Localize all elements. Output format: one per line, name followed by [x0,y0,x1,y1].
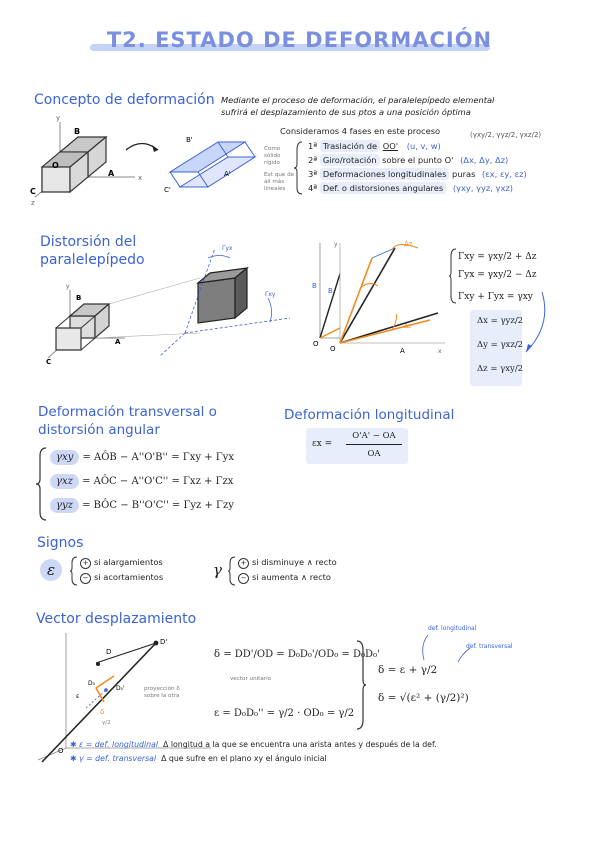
dist-label-o: O [313,340,319,348]
rotation-dx: Δx = γyz/2 [477,316,524,326]
angle-label-x: x [438,348,442,355]
cube1-label-b: B [74,127,81,136]
vec-label-d: D [106,648,112,656]
eq-gamma-sum: Γxy + Γyx = γxy [458,292,533,302]
phases-brace [294,140,304,196]
side-note-linear: Ext que de all más lineales [264,172,295,192]
vec-label-eps: ε [76,693,80,700]
proj-note: proyección δ sobre la otra [144,686,180,699]
def-trans-label: def. transversal [466,643,513,650]
heading-concepto: Concepto de deformación [34,92,215,108]
vec-label-d0p: D₀' [116,685,125,692]
cube-diagram-1 [30,112,280,207]
cube1-label-c: C [30,187,36,196]
cube1-label-a2: A' [224,170,231,178]
heading-longitudinal: Deformación longitudinal [284,407,455,423]
cube1-label-c2: C' [164,186,171,194]
vector-brace [356,640,366,730]
heading-vector: Vector desplazamiento [36,611,197,627]
vec-label-d2: D' [160,638,168,646]
sign-gamma-brace [228,556,236,586]
longitudinal-lhs: εx = [312,439,333,449]
angle-diagram [300,238,450,358]
cube1-label-a: A [108,169,115,178]
eps-eq: ε = D₀D₀'' = γ/2 · OD₀ = γ/2 [214,708,355,719]
vector-unit-note: vector unitario [230,676,272,682]
dist-label-y: y [66,283,70,290]
phase-2: 2ª Giro/rotación sobre el punto O' (Δx, Δy, Δz) [308,155,509,165]
sign-gamma-pos: + si disminuye ∧ recto [238,557,337,569]
longitudinal-den: OA [367,449,381,459]
angle-label-y: y [334,241,338,248]
row-gamma-xz: γxz = AÔC − A''O'C'' = Γxz + Γzx [50,474,233,489]
sign-gamma-neg: − si aumenta ∧ recto [238,572,331,584]
note-gamma: ✱ γ = def. transversal Δ que sufre en el plano xy el ángulo inicial [70,754,327,763]
phase-1: 1ª Traslación de OO' (u, v, w) [308,141,441,151]
angle-label-o: O [330,345,336,353]
distortion-diagram [30,238,340,378]
cube1-label-o: O [52,161,59,170]
dist-label-gyx: Γyx [222,245,233,252]
sign-eps-symbol: ε [40,560,62,579]
sign-gamma-symbol: γ [213,561,222,579]
distortion-brace [449,248,457,304]
heading-distorsion-1: Distorsión del [40,234,137,250]
vec-label-o: O [58,747,64,755]
side-note-rigid: Como sólido rígido [264,146,281,166]
angle-label-dz: Δz [404,240,413,248]
angle-label-dz2: Δz [404,323,412,330]
vec-label-delta: δ [100,708,105,716]
def-long-label: def. longitudinal [428,625,477,632]
transversal-brace [36,446,48,522]
angle-label-a: A [400,347,405,355]
dist-label-a: A [115,338,121,346]
heading-distorsion-2: paralelepípedo [40,252,145,268]
row-gamma-xy: γxy = AÔB − A''O'B'' = Γxy + Γyx [50,450,234,465]
heading-transversal-2: distorsión angular [38,422,160,438]
phase-fractions: (γxy/2, γyz/2, γxz/2) [470,131,542,139]
cube1-label-x: x [138,174,143,182]
dist-label-b2: B [312,282,317,290]
dist-label-gxy: Γxy [265,291,276,298]
heading-transversal-1: Deformación transversal o [38,404,217,420]
rotation-dz: Δz = γxy/2 [477,364,524,374]
cube1-label-b2: B' [186,136,193,144]
rotation-dy: Δy = γxz/2 [477,340,524,350]
sign-eps-neg: − si acortamientos [80,572,163,584]
def-arrows [410,630,490,664]
row-gamma-yz: γyz = BÔC − B''O'C'' = Γyz + Γzy [50,498,234,513]
vec-label-d0: D₀ [88,680,96,687]
angle-label-b: B [328,287,333,295]
vec-label-g2: γ/2 [102,720,111,726]
sign-eps-brace [70,556,78,586]
phase-3: 3ª Deformaciones longitudinales puras (εx, εy, εz) [308,169,527,179]
cube1-label-z: z [31,199,35,207]
fraction-bar [346,444,402,445]
cube1-label-y: y [56,114,61,122]
sign-eps-pos: + si alargamientos [80,557,163,569]
phases-title: Consideramos 4 fases en este proceso [280,126,441,136]
vector-mag-eq: δ = √(ε² + (γ/2)²) [378,692,469,704]
heading-signos: Signos [37,535,84,551]
eq-gamma-xy: Γxy = γxy/2 + Δz [458,252,537,262]
page-title: T2. ESTADO DE DEFORMACIÓN [106,28,493,52]
dist-label-c: C [46,358,52,366]
rotation-arrow [522,290,552,360]
phase-4: 4ª Def. o distorsiones angulares (γxy, γyz, γxz) [308,183,513,193]
eq-gamma-yx: Γyx = γxy/2 − Δz [458,270,537,280]
vector-sum-eq: δ = ε + γ/2 [378,664,438,676]
longitudinal-num: O'A' − OA [352,431,396,441]
intro-line-2: sufrirá el desplazamiento de sus ptos a una posición óptima [221,107,471,117]
dist-label-b: B [76,294,82,302]
note-eps: ✱ ε = def. longitudinal Δ longitud a la que se encuentra una arista antes y después de la def. [70,740,437,749]
delta-eq: δ = DD'/OD = D₀D₀'/OD₀ = D₀D₀' [214,649,380,660]
intro-line-1: Mediante el proceso de deformación, el paralelepípedo elemental [221,95,495,105]
